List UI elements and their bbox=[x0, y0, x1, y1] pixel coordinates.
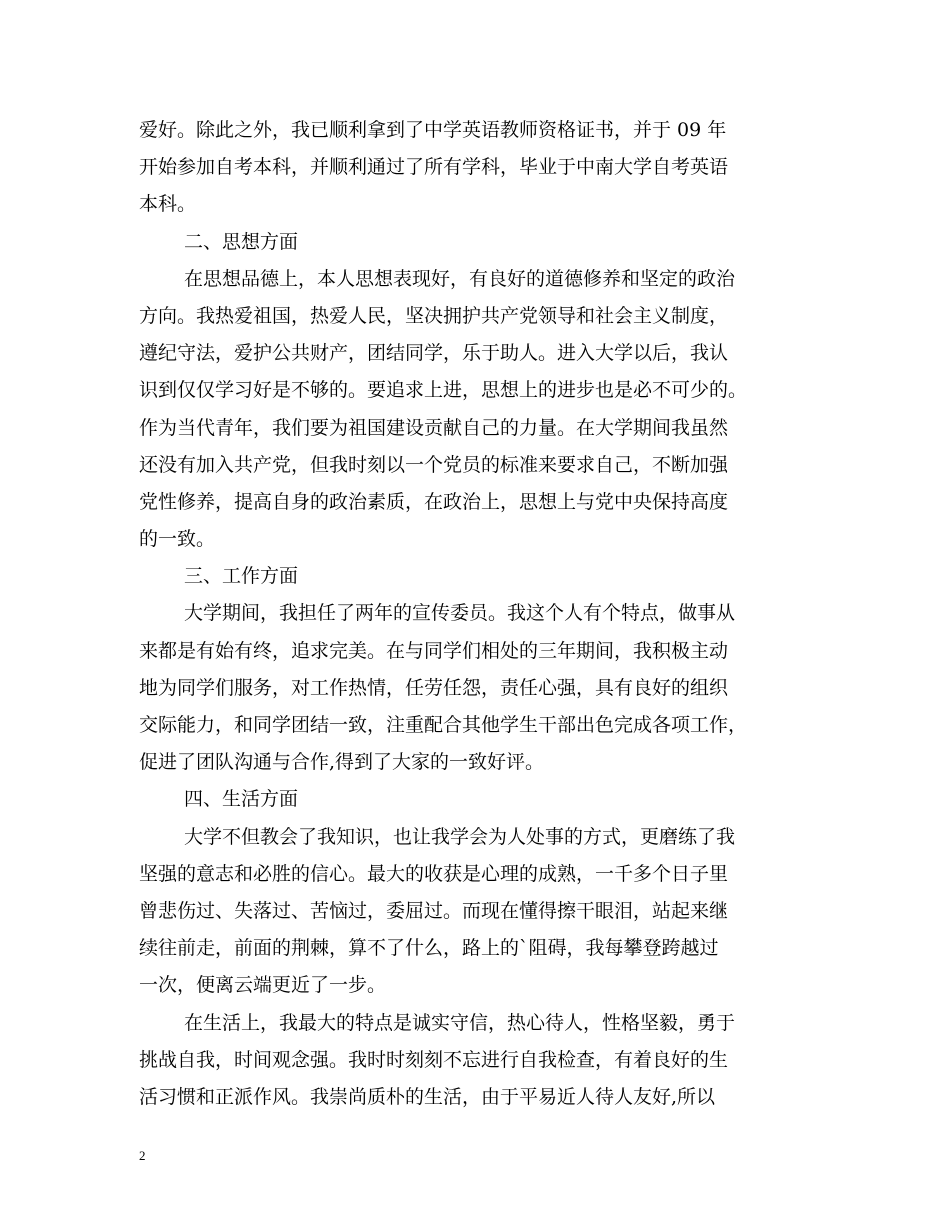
text-line: 遵纪守法，爱护公共财产，团结同学，乐于助人。进入大学以后，我认 bbox=[139, 342, 729, 365]
text-line: 一次，便离云端更近了一步。 bbox=[139, 974, 387, 997]
section-heading-life: 四、生活方面 bbox=[184, 788, 299, 811]
text-line: 坚强的意志和必胜的信心。最大的收获是心理的成熟，一千多个日子里 bbox=[139, 862, 729, 885]
text-line: 挑战自我，时间观念强。我时时刻刻不忘进行自我检查，有着良好的生 bbox=[139, 1048, 729, 1071]
text-line: 促进了团队沟通与合作,得到了大家的一致好评。 bbox=[139, 751, 545, 774]
text-line: 来都是有始有终，追求完美。在与同学们相处的三年期间，我积极主动 bbox=[139, 639, 729, 662]
text-line: 爱好。除此之外，我已顺利拿到了中学英语教师资格证书，并于 09 年 bbox=[139, 119, 727, 141]
text-line: 交际能力，和同学团结一致，注重配合其他学生干部出色完成各项工作， bbox=[139, 714, 748, 736]
text-line: 在思想品德上，本人思想表现好，有良好的道德修养和坚定的政治 bbox=[184, 267, 736, 290]
text-line: 识到仅仅学习好是不够的。要追求上进，思想上的进步也是必不可少的。 bbox=[139, 379, 748, 402]
text-line: 地为同学们服务，对工作热情，任劳任怨，责任心强，具有良好的组织 bbox=[139, 676, 729, 699]
page-number: 2 bbox=[139, 1148, 146, 1163]
text-line: 曾悲伤过、失落过、苦恼过，委屈过。而现在懂得擦干眼泪，站起来继 bbox=[139, 899, 729, 922]
text-line: 大学期间，我担任了两年的宣传委员。我这个人有个特点，做事从 bbox=[184, 602, 736, 625]
text-line: 活习惯和正派作风。我崇尚质朴的生活，由于平易近人待人友好,所以 bbox=[139, 1085, 716, 1108]
text-line: 大学不但教会了我知识，也让我学会为人处事的方式，更磨练了我 bbox=[184, 825, 736, 848]
text-line: 在生活上，我最大的特点是诚实守信，热心待人，性格坚毅，勇于 bbox=[184, 1011, 736, 1034]
text-line: 的一致。 bbox=[139, 528, 216, 551]
text-line: 还没有加入共产党，但我时刻以一个党员的标准来要求自己，不断加强 bbox=[139, 453, 729, 476]
text-line: 党性修养，提高自身的政治素质，在政治上，思想上与党中央保持高度 bbox=[139, 490, 729, 513]
text-line: 作为当代青年，我们要为祖国建设贡献自己的力量。在大学期间我虽然 bbox=[139, 416, 729, 439]
section-heading-work: 三、工作方面 bbox=[184, 565, 299, 588]
section-heading-thought: 二、思想方面 bbox=[184, 230, 299, 253]
text-line: 方向。我热爱祖国，热爱人民，坚决拥护共产党领导和社会主义制度， bbox=[139, 304, 729, 327]
text-line: 开始参加自考本科，并顺利通过了所有学科，毕业于中南大学自考英语 bbox=[139, 156, 729, 179]
body-text bbox=[139, 112, 821, 1116]
text-line: 本科。 bbox=[139, 193, 197, 216]
text-line: 续往前走，前面的荆棘，算不了什么，路上的`阻碍，我每攀登跨越过 bbox=[139, 937, 719, 960]
